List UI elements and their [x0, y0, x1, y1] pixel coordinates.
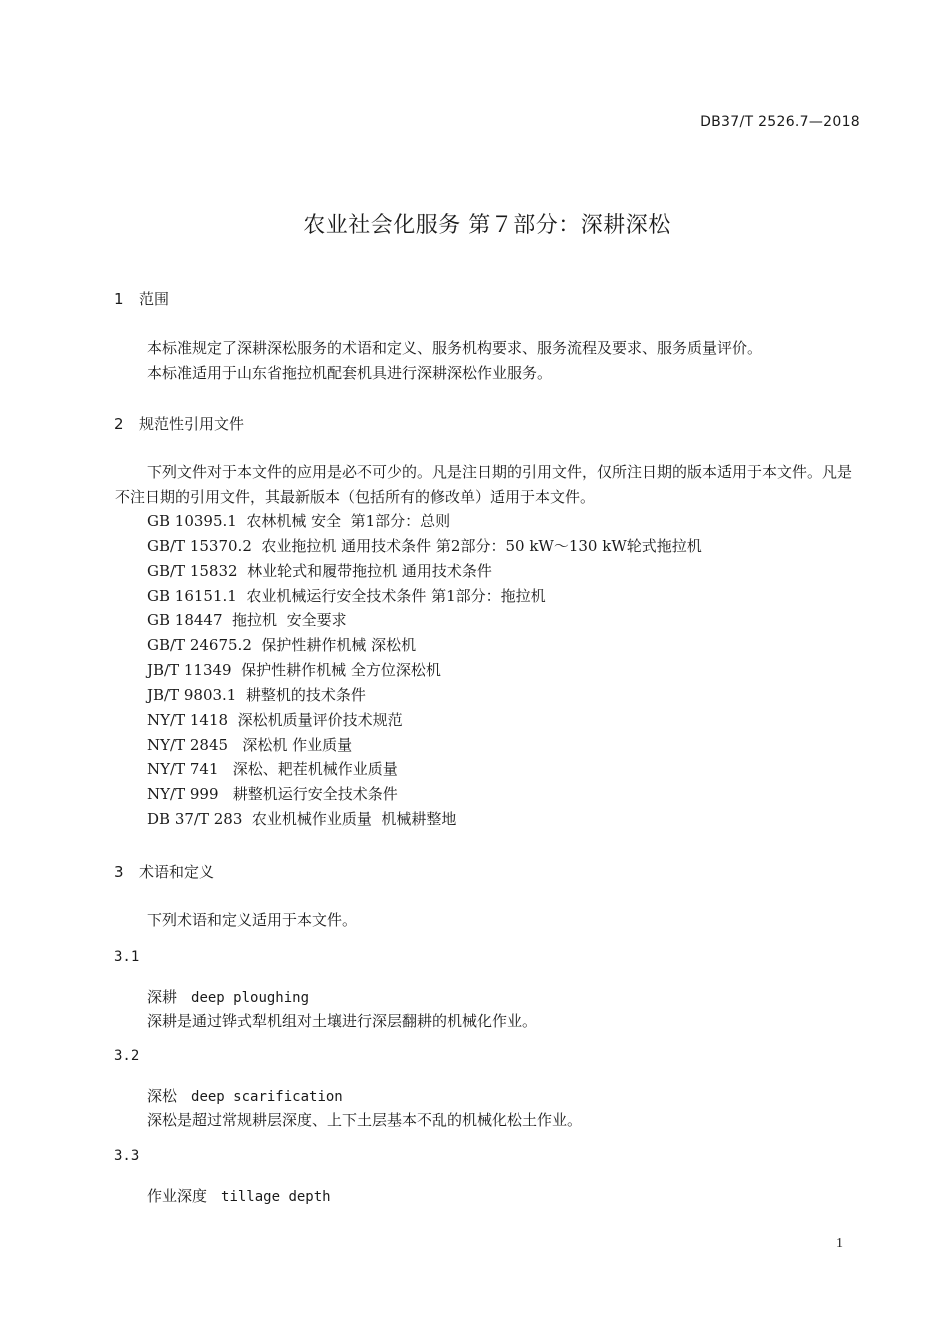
term-english: tillage depth [221, 1189, 331, 1205]
reference-item: GB/T 15370.2 农业拖拉机 通用技术条件 第2部分：50 kW～130 kW轮式拖拉机 [147, 536, 702, 555]
scope-paragraph: 本标准规定了深耕深松服务的术语和定义、服务机构要求、服务流程及要求、服务质量评价。 [147, 339, 763, 357]
reference-item: NY/T 741 深松、耙茬机械作业质量 [147, 760, 398, 779]
term-entry [147, 1085, 343, 1106]
reference-item: GB 10395.1 农林机械 安全 第1部分：总则 [147, 512, 451, 530]
term-english: deep ploughing [191, 990, 310, 1006]
term-number: 3.2 [114, 1048, 140, 1064]
term-entry [147, 1185, 331, 1206]
reference-item: NY/T 2845 深松机 作业质量 [147, 735, 353, 754]
section-title: 范围 [139, 290, 170, 308]
term-chinese: 深松 [147, 1087, 178, 1105]
document-number: DB37/T 2526.7—2018 [700, 114, 860, 130]
reference-item: GB 18447 拖拉机 安全要求 [147, 611, 347, 630]
term-definition: 深松是超过常规耕层深度、上下土层基本不乱的机械化松土作业。 [147, 1111, 583, 1129]
section-heading-scope [114, 288, 169, 309]
term-english: deep scarification [191, 1089, 343, 1105]
section-number: 3 [114, 863, 124, 881]
terms-intro: 下列术语和定义适用于本文件。 [147, 911, 358, 929]
document-title: 农业社会化服务 第７部分：深耕深松 [303, 213, 671, 238]
reference-item: JB/T 11349 保护性耕作机械 全方位深松机 [147, 661, 441, 680]
scope-paragraph: 本标准适用于山东省拖拉机配套机具进行深耕深松作业服务。 [147, 364, 553, 382]
term-definition: 深耕是通过铧式犁机组对土壤进行深层翻耕的机械化作业。 [147, 1012, 538, 1030]
reference-item: GB 16151.1 农业机械运行安全技术条件 第1部分：拖拉机 [147, 586, 546, 605]
reference-item: GB/T 15832 林业轮式和履带拖拉机 通用技术条件 [147, 561, 492, 580]
reference-item: NY/T 1418 深松机质量评价技术规范 [147, 710, 403, 729]
term-entry [147, 986, 309, 1007]
page-number: 1 [836, 1236, 843, 1251]
section-title: 规范性引用文件 [139, 415, 245, 433]
references-intro: 下列文件对于本文件的应用是必不可少的。凡是注日期的引用文件，仅所注日期的版本适用于本文件。凡是不注日期的引用文件，其最新版本（包括所有的修改单）适用于本文件。 [115, 463, 853, 506]
term-chinese: 深耕 [147, 988, 178, 1006]
reference-item: DB 37/T 283 农业机械作业质量 机械耕整地 [147, 810, 457, 829]
section-number: 2 [114, 415, 124, 433]
section-title: 术语和定义 [139, 863, 215, 881]
reference-item: NY/T 999 耕整机运行安全技术条件 [147, 785, 398, 804]
section-heading-terms [114, 861, 214, 882]
section-number: 1 [114, 290, 124, 308]
term-chinese: 作业深度 [147, 1187, 208, 1205]
term-number: 3.1 [114, 949, 140, 965]
reference-item: JB/T 9803.1 耕整机的技术条件 [147, 685, 366, 704]
reference-item: GB/T 24675.2 保护性耕作机械 深松机 [147, 636, 417, 655]
reference-list [147, 509, 702, 832]
section-heading-references [114, 413, 244, 434]
term-number: 3.3 [114, 1148, 140, 1164]
